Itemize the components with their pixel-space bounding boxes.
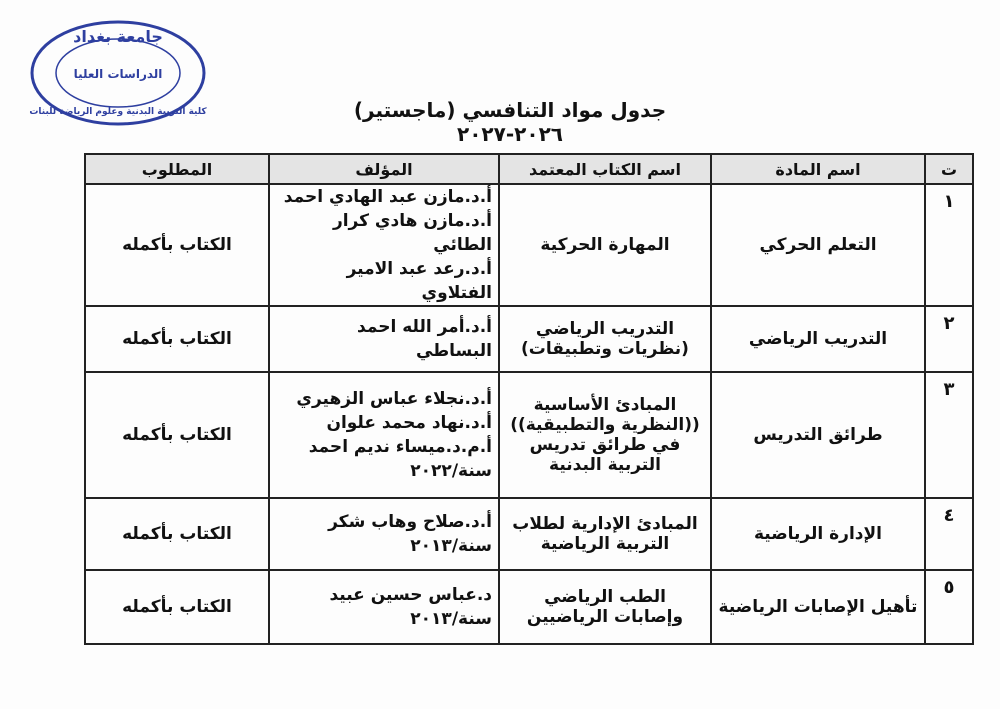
row-required: الكتاب بأكمله [85, 570, 269, 644]
row-required: الكتاب بأكمله [85, 184, 269, 306]
author-line: أ.د.نجلاء عباس الزهيري [296, 389, 492, 409]
book-line: المبادئ الإدارية لطلاب [512, 514, 698, 534]
row-num: ٣ [925, 372, 973, 498]
book-line: (نظريات وتطبيقات) [521, 339, 689, 359]
book-line: التربية البدنية [549, 455, 661, 475]
row-subject: تأهيل الإصابات الرياضية [711, 570, 925, 644]
header-subject: اسم المادة [711, 154, 925, 184]
stamp-top-text: جامعة بغداد [73, 27, 163, 46]
book-line: التربية الرياضية [540, 534, 670, 554]
page-title: جدول مواد التنافسي (ماجستير) ٢٠٢٦-٢٠٢٧ [353, 98, 667, 146]
row-num: ٥ [925, 570, 973, 644]
row-required: الكتاب بأكمله [85, 498, 269, 570]
university-stamp-seal [28, 18, 208, 128]
table-row [85, 184, 973, 306]
author-line: سنة/٢٠١٣ [410, 536, 492, 556]
book-line: المبادئ الأساسية [533, 395, 677, 415]
row-author [269, 570, 499, 644]
header-author: المؤلف [269, 154, 499, 184]
row-subject: التعلم الحركي [711, 184, 925, 306]
exam-subjects-table [84, 153, 974, 645]
header-num: ت [925, 154, 973, 184]
row-required: الكتاب بأكمله [85, 372, 269, 498]
row-book [499, 306, 711, 372]
row-book [499, 570, 711, 644]
author-line: أ.د.مازن هادي كرار الطائي [332, 211, 492, 255]
row-num: ١ [925, 184, 973, 306]
row-num: ٤ [925, 498, 973, 570]
stamp-bottom-text: كلية التربية البدنية وعلوم الرياضة للبنات [29, 107, 207, 117]
author-line: أ.د.مازن عبد الهادي احمد [283, 187, 492, 207]
row-subject: طرائق التدريس [711, 372, 925, 498]
row-book [499, 184, 711, 306]
row-required: الكتاب بأكمله [85, 306, 269, 372]
author-line: أ.د.صلاح وهاب شكر [328, 512, 492, 532]
book-line: المهارة الحركية [540, 235, 670, 255]
book-line: ((النظرية والتطبيقية)) [510, 415, 700, 435]
row-author [269, 372, 499, 498]
table-row [85, 372, 973, 498]
author-line: أ.م.د.ميساء نديم احمد [308, 437, 492, 457]
row-num: ٢ [925, 306, 973, 372]
table-header-row [85, 154, 973, 184]
stamp-middle-text: الدراسات العليا [73, 67, 163, 81]
row-book [499, 498, 711, 570]
row-subject: الإدارة الرياضية [711, 498, 925, 570]
author-line: أ.د.رعد عبد الامير الفتلاوي [346, 259, 492, 303]
table-row [85, 306, 973, 372]
table-row [85, 498, 973, 570]
author-line: أ.د.نهاد محمد علوان [326, 413, 492, 433]
author-line: د.عباس حسين عبيد [329, 585, 492, 605]
row-subject: التدريب الرياضي [711, 306, 925, 372]
book-line: وإصابات الرياضيين [526, 607, 684, 627]
header-book: اسم الكتاب المعتمد [499, 154, 711, 184]
author-line: سنة/٢٠٢٢ [410, 461, 492, 481]
row-author [269, 184, 499, 306]
book-line: الطب الرياضي [544, 587, 666, 607]
table-row [85, 570, 973, 644]
book-line: في طرائق تدريس [529, 435, 681, 455]
row-author [269, 498, 499, 570]
author-line: سنة/٢٠١٣ [410, 609, 492, 629]
row-book [499, 372, 711, 498]
header-required: المطلوب [85, 154, 269, 184]
author-line: أ.د.أمر الله احمد البساطي [357, 317, 492, 361]
row-author [269, 306, 499, 372]
book-line: التدريب الرياضي [535, 319, 675, 339]
